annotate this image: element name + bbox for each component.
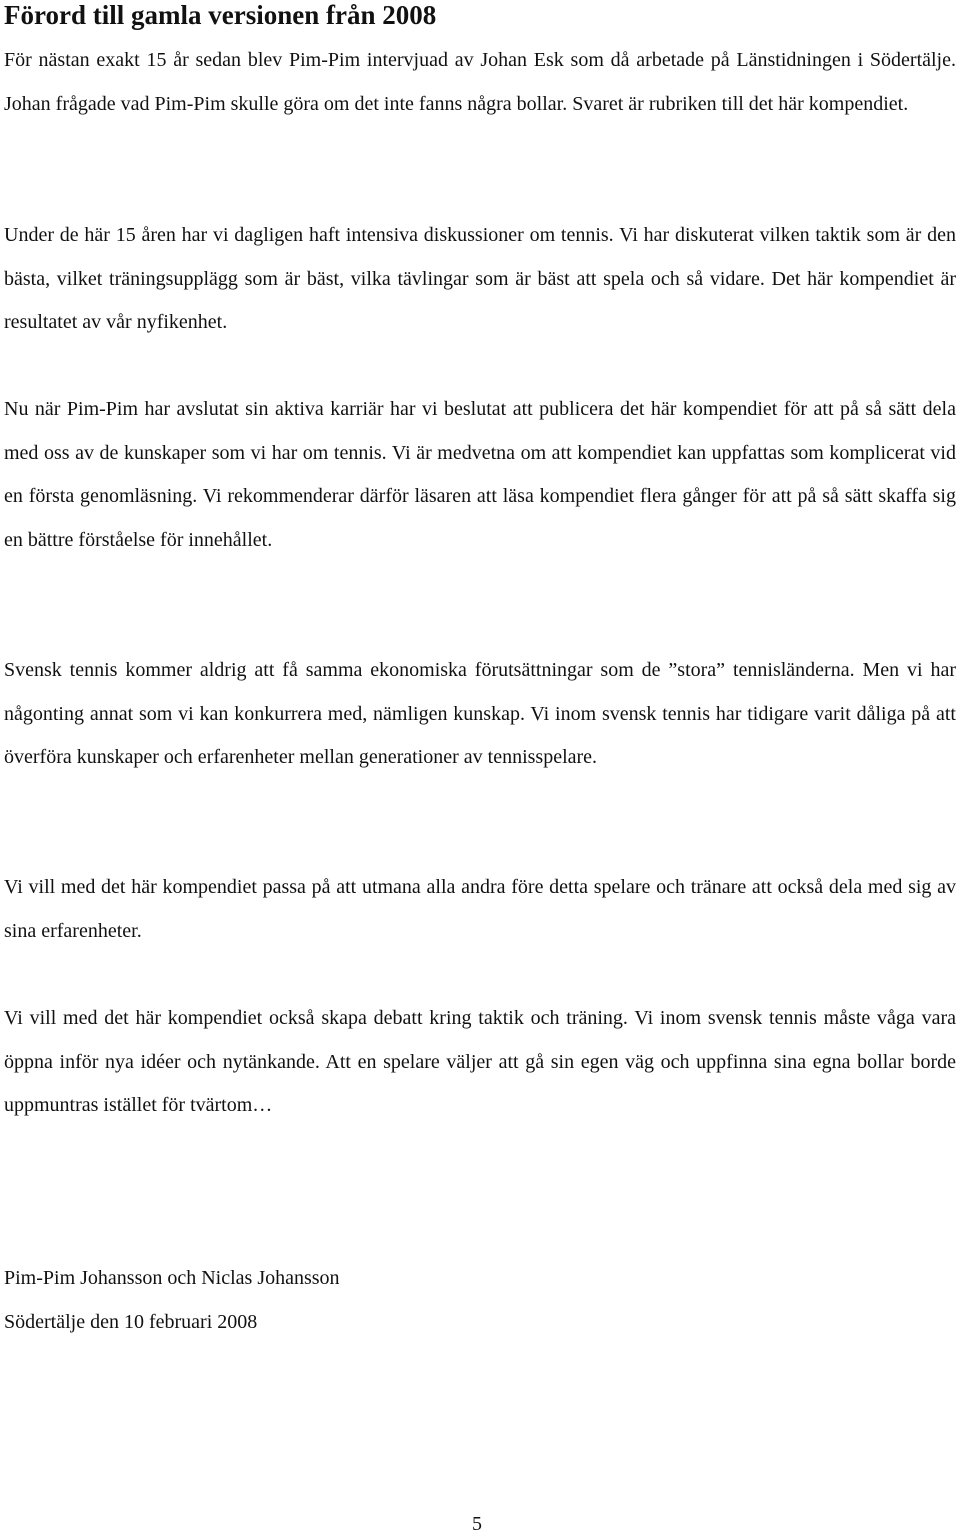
paragraph-swedish-tennis: Svensk tennis kommer aldrig att få samma ekonomiska förutsättningar som de ”stora” tennisländerna. Men vi har någonting annat som vi kan konkurrera med, nämligen kunskap. Vi inom svensk tennis har tidigare varit dåliga på att överföra kunskaper och erfarenheter mellan generationer av tennisspelare. <box>4 659 956 769</box>
paragraph-challenge: Vi vill med det här kompendiet passa på att utmana alla andra före detta spelare och tränare att också dela med sig av sina erfarenheter. <box>4 876 956 942</box>
page-number: 5 <box>472 1513 482 1535</box>
signature-authors: Pim-Pim Johansson och Niclas Johansson <box>4 1267 340 1289</box>
paragraph-discussions: Under de här 15 åren har vi dagligen haft intensiva diskussioner om tennis. Vi har diskuterat vilken taktik som är den bästa, vilket träningsupplägg som är bäst, vilka tävlingar som är bäst att spela och så vidare. Det här kompendiet är resultatet av vår nyfikenhet. <box>4 224 956 334</box>
paragraph-debate: Vi vill med det här kompendiet också skapa debatt kring taktik och träning. Vi inom svensk tennis måste våga vara öppna inför nya idéer och nytänkande. Att en spelare väljer att gå sin egen väg och uppfinna sina egna bollar borde uppmuntras istället för tvärtom… <box>4 1007 956 1117</box>
page-title: Förord till gamla versionen från 2008 <box>4 0 437 30</box>
paragraph-intro: För nästan exakt 15 år sedan blev Pim-Pim intervjuad av Johan Esk som då arbetade på Länstidningen i Södertälje. Johan frågade vad Pim-Pim skulle göra om det inte fanns några bollar. Svaret är rubriken till det här kompendiet. <box>4 49 956 115</box>
signature-place-date: Södertälje den 10 februari 2008 <box>4 1311 258 1333</box>
paragraph-publishing: Nu när Pim-Pim har avslutat sin aktiva karriär har vi beslutat att publicera det här kompendiet för att på så sätt dela med oss av de kunskaper som vi har om tennis. Vi är medvetna om att kompendiet kan uppfattas som komplicerat vid en första genomläsning. Vi rekommenderar därför läsaren att läsa kompendiet flera gånger för att på så sätt skaffa sig en bättre förståelse för innehållet. <box>4 398 956 551</box>
